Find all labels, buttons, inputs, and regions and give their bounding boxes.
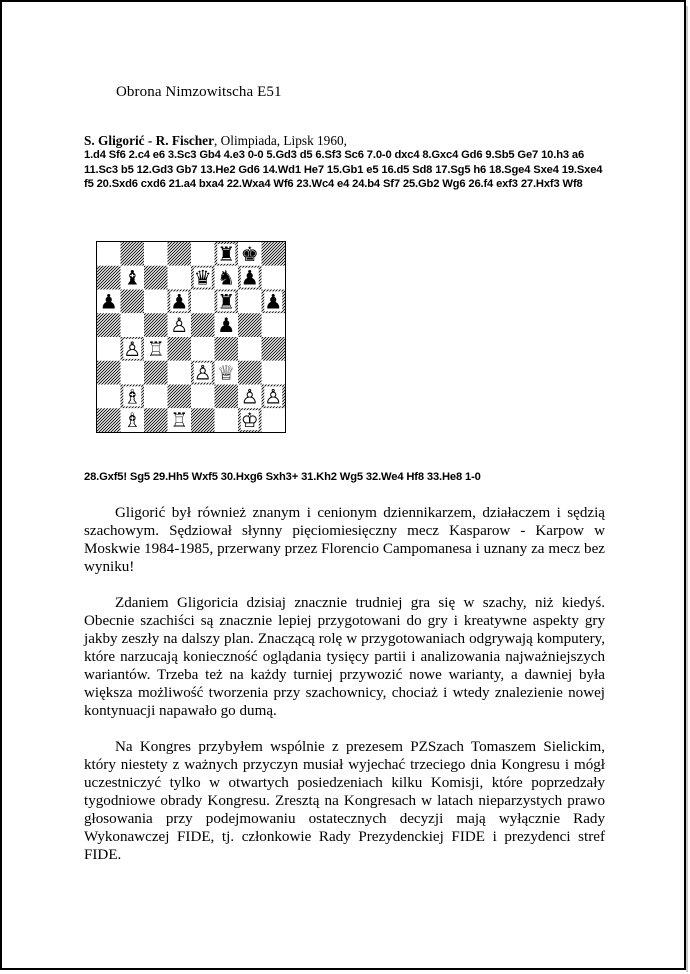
white-bishop-b1: ♗ [123,408,142,432]
board-square-e5 [191,313,215,337]
board-square-c1 [144,408,168,432]
white-rook-d1: ♖ [170,408,189,432]
board-square-d4 [168,337,192,361]
white-queen-f3: ♕ [217,360,236,385]
event-info: , Olimpiada, Lipsk 1960, [214,133,347,148]
players: S. Gligorić - R. Fischer [84,133,214,148]
black-king-g8: ♚ [240,242,259,266]
board-square-c5 [144,313,168,337]
board-square-c6 [144,290,168,314]
board-square-b3 [121,361,145,385]
board-square-g3 [238,361,262,385]
board-square-d3 [168,361,192,385]
board-square-c7 [144,266,168,290]
paragraph-1: Gligorić był również znanym i cenionym dziennikarzem, działaczem i sędzią szachowym. Sędziował słynny pięciomiesięczny mecz Kasparow - Karpow w Moskwie 1984-1985, przerwany przez Florencio Campomanesa i uznany za mecz bez wyniku! [84,505,605,575]
white-pawn-d5: ♙ [170,313,189,338]
board-square-g5 [238,313,262,337]
board-square-d8 [168,242,192,266]
board-square-a4 [97,337,121,361]
black-pawn-d6: ♟ [170,289,189,314]
white-king-g1: ♔ [240,408,259,432]
board-square-d7 [168,266,192,290]
black-pawn-h6: ♟ [264,289,283,314]
board-square-c8 [144,242,168,266]
black-knight-f7: ♞ [217,265,236,290]
board-square-c2 [144,385,168,409]
white-bishop-b2: ♗ [123,384,142,409]
black-rook-f8: ♜ [217,242,236,266]
board-square-a1 [97,408,121,432]
board-square-b6 [121,290,145,314]
board-square-a2 [97,385,121,409]
board-square-h4 [262,337,286,361]
board-square-e6 [191,290,215,314]
board-square-f2 [215,385,239,409]
board-svg [97,242,285,432]
white-pawn-b4: ♙ [123,336,142,361]
board-square-e8 [191,242,215,266]
board-square-e2 [191,385,215,409]
board-square-e4 [191,337,215,361]
opening-heading: Obrona Nimzowitscha E51 [116,84,282,100]
board-square-h1 [262,408,286,432]
board-square-g6 [238,290,262,314]
board-square-a3 [97,361,121,385]
moves-part1: 1.d4 Sf6 2.c4 e6 3.Sc3 Gb4 4.e3 0-0 5.Gd3 d5 6.Sf3 Sc6 7.0-0 dxc4 8.Gxc4 Gd6 9.Sb5 Ge7 10.h3 a6 11.Sc3 b5 12.Gd3 Gb7 13.He2 Gd6 14.Wd1 He7 15.Gb1 e5 16.d5 Sd8 17.Sg5 h6 18.Sge4 Sxe4 19.Sxe4 f5 20.Sxd6 cxd6 21.a4 bxa4 22.Wxa4 Wf6 23.Wc4 e4 24.b4 Sf7 25.Gb2 Wg6 26.f4 exf3 27.Hxf3 Wf8 [84,149,603,191]
black-bishop-b7: ♝ [123,265,142,290]
chess-board-diagram [96,241,286,433]
board-square-c3 [144,361,168,385]
board-square-f1 [215,408,239,432]
board-square-a7 [97,266,121,290]
board-square-h7 [262,266,286,290]
paragraph-3: Na Kongres przybyłem wspólnie z prezesem PZSzach Tomaszem Sielickim, który niestety z ważnych przyczyn musiał wyjechać trzeciego dnia Kongresu i mógł uczestniczyć tylko w otwartych posiedzeniach kilku Komisji, które poprzedzały tygodniowe obrady Kongresu. Zresztą na Kongresach w latach nieparzystych prawo głosowania przy podejmowaniu ostatecznych decyzji mają wyłącznie Rady Wykonawczej FIDE, tj. członkowie Rady Prezydenckiej FIDE i prezydenci stref FIDE. [84,739,605,863]
paragraph-2: Zdaniem Gligoricia dzisiaj znacznie trudniej gra się w szachy, niż kiedyś. Obecnie szachiści są znacznie lepiej przygotowani do gry i kreatywne aspekty gry jakby zeszły na dalszy plan. Znaczącą rolę w przygotowaniach odgrywają komputery, które narzucają konieczność oglądania tysięcy partii i analizowania najważniejszych wariantów. Trzeba też na każdy turniej przywozić nowe warianty, a dawniej była większa możliwość tworzenia przy szachownicy, chociaż i wtedy znalezienie nowej kontynuacji napawało go dumą. [84,595,605,719]
game-header [84,133,347,149]
white-rook-c4: ♖ [146,336,165,361]
board-square-h8 [262,242,286,266]
board-square-e1 [191,408,215,432]
black-pawn-g7: ♟ [240,265,259,290]
board-square-f4 [215,337,239,361]
board-square-h3 [262,361,286,385]
black-queen-e7: ♛ [193,265,212,290]
board-square-g4 [238,337,262,361]
board-square-a5 [97,313,121,337]
white-pawn-e3: ♙ [193,360,212,385]
white-pawn-g2: ♙ [240,384,259,409]
board-square-h5 [262,313,286,337]
white-pawn-h2: ♙ [264,384,283,409]
board-square-b8 [121,242,145,266]
moves-part2: 28.Gxf5! Sg5 29.Hh5 Wxf5 30.Hxg6 Sxh3+ 31.Kh2 Wg5 32.We4 Hf8 33.He8 1-0 [84,471,481,483]
black-pawn-f5: ♟ [217,313,236,338]
black-pawn-a6: ♟ [99,289,118,314]
black-rook-f6: ♜ [217,289,236,314]
board-square-a8 [97,242,121,266]
board-square-b5 [121,313,145,337]
board-square-d2 [168,385,192,409]
